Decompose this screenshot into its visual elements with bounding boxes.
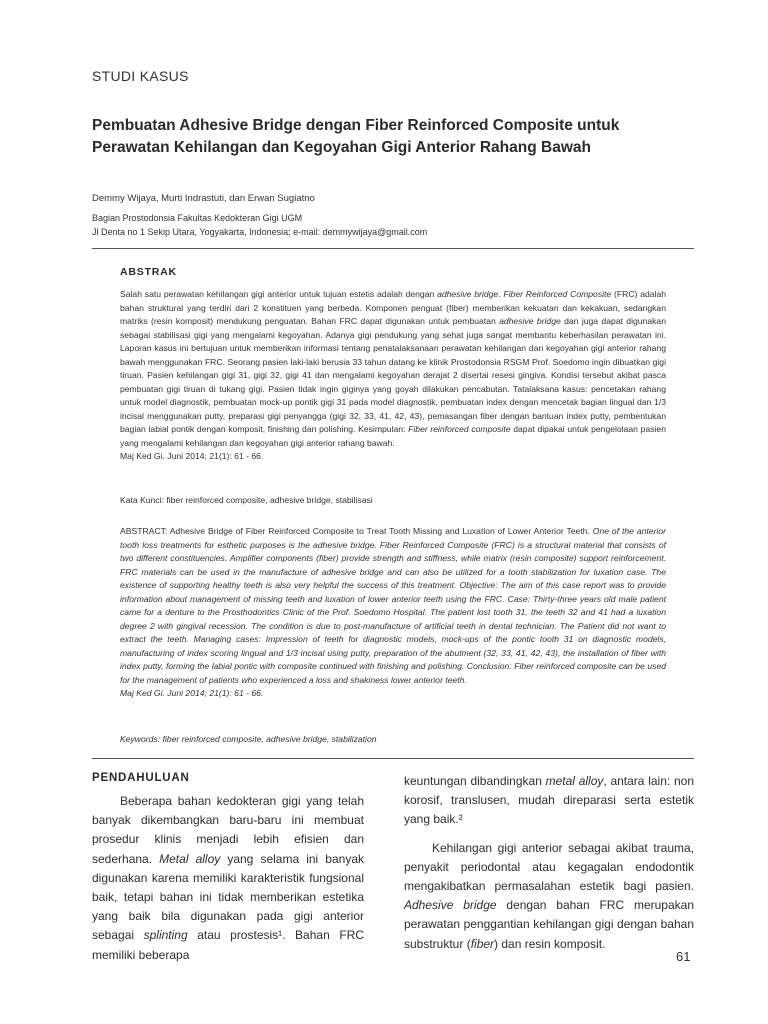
affiliation-line: Bagian Prostodonsia Fakultas Kedokteran Gigi UGM bbox=[92, 213, 303, 223]
intro-left-column bbox=[92, 772, 364, 965]
intro-heading: PENDAHULUAN bbox=[92, 772, 190, 784]
article-title: Pembuatan Adhesive Bridge dengan Fiber Reinforced Composite untuk Perawatan Kehilangan dan Kegoyahan Gigi Anterior Rahang Bawah bbox=[92, 117, 620, 156]
abstract-english-citation: Maj Ked Gi. Juni 2014; 21(1): 61 - 66. bbox=[120, 688, 264, 698]
intro-paragraph: Beberapa bahan kedokteran gigi yang telah banyak dikembangkan baru-baru ini membuat prosedur klinis menjadi lebih efisien dan sederhana. Metal alloy yang selama ini banyak digunakan karena memiliki karakteristik fungsional baik, tetapi bahan ini tidak memberikan estetika yang baik bila digunakan pada gigi anterior sebagai splinting atau prostesis¹. Bahan FRC memiliki beberapa bbox=[92, 794, 364, 962]
affiliation bbox=[92, 211, 427, 239]
abstract-english bbox=[120, 525, 666, 701]
intro-paragraph-2: Kehilangan gigi anterior sebagai akibat trauma, penyakit periodontal atau kegagalan endodontik mengakibatkan permasalahan estetik bagi pasien. Adhesive bridge dengan bahan FRC merupakan perawatan penggantian kehilangan gigi dengan bahan substruktur (fiber) dan resin komposit. bbox=[404, 840, 694, 951]
divider-top bbox=[92, 248, 694, 249]
abstrak-body bbox=[120, 288, 666, 464]
affiliation-address: Jl Denta no 1 Sekip Utara, Yogyakarta, Indonesia; e-mail: demmywijaya@gmail.com bbox=[92, 227, 428, 237]
intro-paragraph-continued: keuntungan dibandingkan metal alloy, antara lain: non korosif, translusen, mudah direparasi serta estetik yang baik.² bbox=[404, 774, 694, 827]
abstrak-paragraph: Salah satu perawatan kehilangan gigi anterior untuk tujuan estetis adalah dengan adhesive bridge. Fiber Reinforced Composite (FRC) adalah bahan struktural yang terdiri dari 2 konstituen yang berbeda. Komponen penguat (fiber) memberikan kekuatan dan kekakuan, sedangkan matriks (resin komposit) mendukung penguatan. Bahan FRC dapat digunakan untuk pembuatan adhesive bridge dan juga dapat digunakan sebagai stabilisasi gigi yang mengalami kegoyahan. Adanya gigi pendukung yang sehat juga sangat membantu keberhasilan perawatan ini. Laporan kasus ini bertujuan untuk memberikan informasi tentang penatalaksanaan perawatan kehilangan dan kegoyahan gigi anterior rahang bawah menggunakan FRC. Seorang pasien laki-laki berusia 33 tahun datang ke klinik Prostodonsia RSGM Prof. Soedomo ingin dibuatkan gigi tiruan. Pasien kehilangan gigi 31, gigi 32, gigi 41 dan mengalami kegoyahan derajat 2 disertai resesi gingiva. Kondisi tersebut akibat pasca pembuatan gigi tiruan di tukang gigi. Pasien tidak ingin giginya yang goyah dilakukan pencabutan. Tatalaksana kasus: pencetakan rahang untuk model diagnostik, pembuatan mock-up pontik gigi 31 pada model diagnostik, pembuatan index dengan mencetak bagian lingual dan 1/3 incisal menggunakan putty, preparasi gigi penyangga (gigi 32, 33, 41, 42, 43), pemasangan fiber dengan bantuan index putty, pembentukan bagian labial pontik dengan komposit, finishing dan polishing. Kesimpulan: Fiber reinforced composite dapat dipakai untuk pengelolaan pasien yang mengalami kehilangan dan kegoyahan gigi anterior rahang bawah. bbox=[120, 289, 667, 448]
keywords-english: Keywords: fiber reinforced composite, adhesive bridge, stabilization bbox=[120, 734, 377, 744]
abstrak-citation: Maj Ked Gi. Juni 2014; 21(1): 61 - 66. bbox=[120, 451, 264, 461]
page-number: 61 bbox=[676, 949, 691, 964]
authors: Demmy Wijaya, Murti Indrastuti, dan Erwan Sugiatno bbox=[92, 193, 315, 204]
abstrak-heading: ABSTRAK bbox=[120, 266, 177, 278]
kata-kunci: Kata Kunci: fiber reinforced composite, adhesive bridge, stabilisasi bbox=[120, 495, 373, 505]
abstract-english-paragraph: ABSTRACT: Adhesive Bridge of Fiber Reinforced Composite to Treat Tooth Missing and Luxation of Lower Anterior Teeth. One of the anterior tooth loss treatments for esthetic purposes is the adhesive bridge. Fiber Reinforced Composite (FRC) is a structural material that consists of two different constituencies. Amplifier components (fiber) provide strength and stiffness, while matrix (resin composite) support reinforcement. FRC materials can be used in the manufacture of adhesive bridge and can also be utilized for a tooth stabilization for luxation case. The existence of supporting healthy teeth is also very helpful the success of this treatment. Objective: The aim of this case report was to provide information about management of missing teeth and luxation of lower anterior teeth using the FRC. Case: Thirty-three years old male patient came for a denture to the Prosthodontics Clinic of the Prof. Soedomo Hospital. The patient lost tooth 31, the teeth 32 and 41 had a luxation degree 2 with gingival recession. The condition is due to post-manufacture of artificial teeth in dental technician. The Patient did not want to extract the teeth. Managing cases: Impression of teeth for diagnostic models, mock-ups of the pontic tooth 31 on diagnostic models, manufacturing of index scoring lingual and 1/3 incisal using putty, preparation of the abutment (32, 33, 41, 42, 43), the installation of fiber with index putty, forming the labial pontic with composite continued with finishing and polishing. Conclusion: Fiber reinforced composite can be used for the management of patients who experienced a loss and shakiness lower anterior teeth. bbox=[120, 526, 666, 685]
section-label: STUDI KASUS bbox=[92, 68, 189, 84]
intro-right-column bbox=[404, 772, 694, 954]
divider-bottom bbox=[92, 758, 694, 759]
